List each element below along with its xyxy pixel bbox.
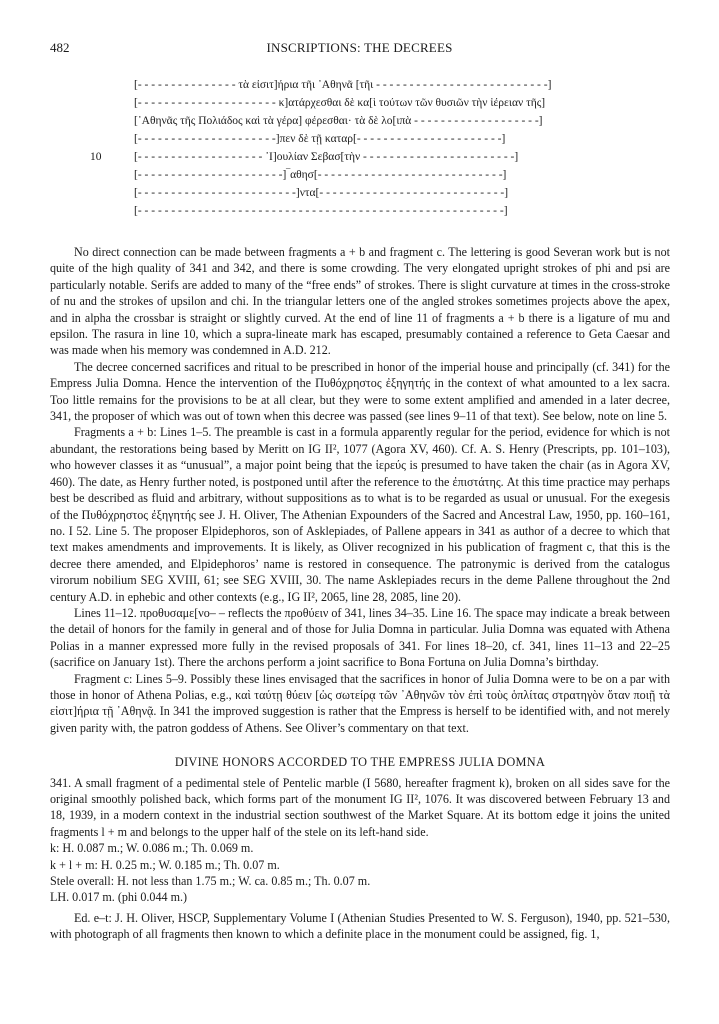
inscription-text	[90, 76, 670, 220]
entry-description: 341. A small fragment of a pedimental stele of Pentelic marble (I 5680, hereafter fragment k), broken on all sides save for the original smoothly polished back, which forms part of the monument IG II², 1076. It was discovered between February 13 and 18, 1939, in a modern context in the industrial section southwest of the Market Square. At its bottom edge it joins the united fragments l + m and belongs to the upper half of the stele on its left-hand side.	[50, 775, 670, 839]
inscription-line: 10 [- - - - - - - - - - - - - - - - - - - ᾿Ι]ουλίαν Σεβασ[τὴν - - - - - - - - - - - - - - - - - - - - - - -]	[90, 148, 670, 166]
paragraph: Fragments a + b: Lines 1–5. The preamble is cast in a formula apparently regular for the period, evidence for which is not abundant, the restorations being based by Meritt on IG II², 1077 (Agora XV, 460). Cf. A. S. Henry (Prescripts, pp. 101–103), who however classes it as “unusual”, a major point being that the ἱερεύς is presumed to have taken the chair (as in Agora XV, 460). The date, as Henry further noted, is postponed until after the reference to the ἐπιστάτης. At this time practice may perhaps best be described as fluid and arbitrary, without suppositions as to what is to be regarded as usual or unusual. For the exegesis of the Πυθόχρηστος ἐξηγητής see J. H. Oliver, The Athenian Expounders of the Sacred and Ancestral Law, 1950, pp. 160–161, no. I 52. Line 5. The proposer Elpidephoros, son of Asklepiades, of Pallene appears in 341 as author of a decree to which that text makes amendments and improvements. It is likely, as Oliver recognized in his publication of fragment c, that this is the decree there amended, and Elpidephoros’ name is restored in consequence. The patronymic is derived from the catalogus virorum nobilium SEG XVIII, 61; see SEG XVIII, 30. The name Asklepiades recurs in the deme Pallene throughout the 2nd century A.D. in ephebic and other contexts (e.g., IG II², 2065, line 28, 2085, line 20).	[50, 425, 670, 604]
commentary-body	[50, 244, 670, 943]
inscription-line: [- - - - - - - - - - - - - - - - - - - - - -]‾αθησ[- - - - - - - - - - - - - - - - - - - - - - - - - - - -]	[134, 169, 507, 181]
running-title: INSCRIPTIONS: THE DECREES	[266, 40, 453, 55]
paragraph: Lines 11–12. προθυσαμε[νο– – reflects the προθύειν of 341, lines 34–35. Line 16. The space may indicate a break between the detail of honors for the family in general and of those for Julia Domna in particular. Julia Domna was equated with Athena Polias in a manner expressed more fully in the revised proposals of 341. For lines 18–20, cf. 341, lines 11–13 and 22–25 (sacrifice on January 1st). There the archons perform a joint sacrifice to Bona Fortuna on Julia Domna’s birthday.	[50, 605, 670, 670]
measurement: k: H. 0.087 m.; W. 0.086 m.; Th. 0.069 m.	[50, 841, 254, 856]
page-header	[50, 40, 669, 60]
measurement: k + l + m: H. 0.25 m.; W. 0.185 m.; Th. 0.07 m.	[50, 857, 280, 872]
measurement: LH. 0.017 m. (phi 0.044 m.)	[50, 890, 188, 905]
inscription-line: [- - - - - - - - - - - - - - - - - - - - - κ]ατάρχεσθαι δὲ κα[ὶ τούτων τῶν θυσιῶν τὴν ἱέρειαν τῆς]	[134, 97, 546, 109]
page-number: 482	[50, 40, 70, 55]
paragraph: Fragment c: Lines 5–9. Possibly these lines envisaged that the sacrifices in honor of Julia Domna were to be on a par with those in honor of Athena Polias, e.g., καὶ ταύτῃ θύειν [ὡς σωτείρᾳ τῶν ᾿Αθηνῶν τὸν ἐπὶ τοὺς ὁπλίτας στρατηγὸν ὅταν ποιῇ τὰ εἰσιτ]ήρια τῇ ᾿Αθηνᾷ. In 341 the improved suggestion is rather that the Empress is herself to be identified with, and not merely given parity with, the patron goddess of Athens. See Oliver’s commentary on that text.	[50, 671, 670, 735]
edition-reference: Ed. e–t: J. H. Oliver, HSCP, Supplementary Volume I (Athenian Studies Presented to W. S. Ferguson), 1940, pp. 521–530, with photograph of all fragments then known to which a definite place in the monument could be assigned, fig. 1,	[50, 910, 670, 942]
paragraph: No direct connection can be made between fragments a + b and fragment c. The lettering is good Severan work but is not quite of the high quality of 341 and 342, and there is some crowding. The very elongated upright strokes of phi and psi are particularly notable. Serifs are added to many of the “free ends” of strokes. There is slight curvature at times in the cross-stroke of nu and the strokes of upsilon and chi. In the triangular letters one of the angled strokes sometimes projects above the apex, and in alpha the crossbar is straight or slightly curved. At the end of line 11 of fragments a + b there is a ligature of mu and epsilon. The rasura in line 10, which a supra-lineate mark has escaped, presumably contained a reference to Geta Caesar and was made when his memory was condemned in A.D. 212.	[50, 245, 670, 358]
inscription-line: [- - - - - - - - - - - - - - - - - - - - -]πεν δὲ τῇ καταρ[- - - - - - - - - - - - - - - - - - - - - -]	[134, 133, 506, 145]
inscription-line: [- - - - - - - - - - - - - - - - - - - - - - - - - - - - - - - - - - - - - - - - - - - - - - - - - - - - - - -]	[134, 205, 508, 217]
inscription-line: [- - - - - - - - - - - - - - - - - - - - - - - -]ντα[- - - - - - - - - - - - - - - - - - - - - - - - - - - -]	[134, 187, 509, 199]
paragraph: The decree concerned sacrifices and ritual to be prescribed in honor of the imperial house and principally (cf. 341) for the Empress Julia Domna. Hence the intervention of the Πυθόχρηστος ἐξηγητής in the context of what amounted to a lex sacra. Too little remains for the provisions to be at all clear, but they were to some extent amplified and amended in a later decree, 341, the proposer of which was out of town when this decree was passed (see lines 9–11 of that text). See below, note on line 5.	[50, 359, 670, 424]
inscription-line: [- - - - - - - - - - - - - - - τὰ εἰσιτ]ήρια τῆι ᾿Αθηνᾶ [τῆι - - - - - - - - - - - - - - - - - - - - - - - - - -]	[134, 79, 552, 91]
measurement: Stele overall: H. not less than 1.75 m.; W. ca. 0.85 m.; Th. 0.07 m.	[50, 874, 371, 889]
inscription-line: [᾿Αθηνᾶς τῆς Πολιάδος καὶ τὰ γέρα] φέρεσθαι· τὰ δὲ λο[ιπὰ - - - - - - - - - - - - - - - - - - -]	[134, 115, 543, 127]
section-heading: DIVINE HONORS ACCORDED TO THE EMPRESS JULIA DOMNA	[174, 755, 546, 770]
line-number: 10	[90, 151, 102, 163]
